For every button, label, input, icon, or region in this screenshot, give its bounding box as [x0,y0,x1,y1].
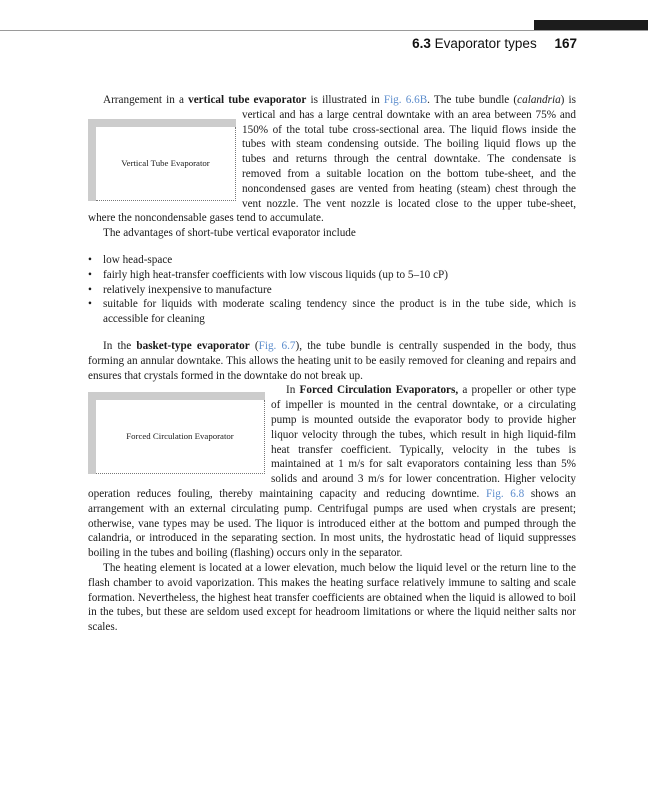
text-run: is illustrated in [306,94,384,106]
term-calandria: calandria [517,94,561,106]
text-run: ( [249,339,259,352]
list-item-text: relatively inexpensive to manufacture [103,283,272,296]
header-rule [0,30,648,31]
figure-label: Forced Circulation Evaporator [96,400,265,474]
paragraph-advantages-intro: The advantages of short-tube vertical evaporator include [103,227,356,240]
bullet-icon: • [88,253,92,266]
list-item [88,283,576,298]
paragraph-vertical-tube [88,93,576,226]
paragraph-heating-element: The heating element is located at a lower elevation, much below the liquid level or the return line to the flash chamber to avoid vaporization. This makes the heating surface relatively immune to salting and scale formation. Nevertheless, the highest heat transfer coefficients are obtained when the liquid is allowed to boil in the tubes, but these are seldom used except for headroom limitations or where the liquid neither salts nor scales. [88,561,576,634]
paragraph-basket-type [88,339,576,383]
list-item-text: low head-space [103,253,173,266]
figure-forced-circulation-evaporator [88,392,265,474]
list-item [88,297,576,327]
figure-vertical-tube-evaporator [88,119,236,201]
text-run: Arrangement in a [103,94,189,106]
text-run: shows an arrangement with an external circulating pump. Centrifugal pumps are used when crystals are present; otherwise, vane types may be used. The liquor is introduced either at the bottom and pumped through the calandria, or introduced in the separating section. In most units, the hydrostatic head of liquid suppresses boiling in the tubes and boiling (flashing) occurs only in the separator. [88,487,576,560]
bullet-icon: • [88,298,92,311]
paragraph-forced-circulation [88,383,576,561]
text-run: ) is vertical and has a large central downtake with an area between 75% and 150% of the total tube cross-sectional area. The liquid flows inside the tubes with steam condensing outside. The boiling liquid flows up the tubes and returns through the central downtake. The condensate is removed from a suitable location on the bottom tube-sheet, and the noncondensed gases are vented from heating (steam) chest through the vent nozzle. The vent nozzle is located close to the upper tube-sheet, where the noncondensable gases tend to accumulate. [88,94,576,225]
running-head [412,36,577,51]
figure-link-6-6b[interactable]: Fig. 6.6B [383,94,428,106]
text-run: In the [103,339,137,352]
section-title: Evaporator types [434,36,537,51]
page-body [88,93,576,635]
list-item-text: fairly high heat-transfer coefficients with low viscous liquids (up to 5–10 cP) [103,268,448,281]
advantages-list [88,253,576,327]
bullet-icon: • [88,268,92,281]
text-run: a propeller or other type of impeller is mounted in the central downtake, or a circulating pump is mounted outside the evaporator body to provide higher liquor velocity through the tubes, which result in high liquid-film heat transfer coefficient. Typically, velocity in the tubes is maintained at 1 m/s for salt evaporators containing less than 5% solids and around 3 m/s for lower concentration. Higher velocity operation reduces fouling, thereby maintaining capacity and reducing downtime. [88,384,577,500]
term-basket-type-evaporator: basket-type evaporator [136,339,250,352]
figure-link-6-8[interactable]: Fig. 6.8 [485,487,525,500]
list-item [88,253,576,268]
list-item-text: suitable for liquids with moderate scaling tendency since the product is in the tube side, which is accessible for cleaning [103,298,576,326]
text-run: . The tube bundle ( [427,94,518,106]
figure-label: Vertical Tube Evaporator [96,127,236,201]
list-item [88,268,576,283]
page-number: 167 [554,36,577,51]
term-vertical-tube-evaporator: vertical tube evaporator [188,94,307,106]
text-run: In [286,384,300,397]
bullet-icon: • [88,283,92,296]
figure-link-6-7[interactable]: Fig. 6.7 [258,339,296,352]
text-run: ), the tube bundle is centrally suspended in the body, thus forming an annular downtake. This allows the heating unit to be easily removed for cleaning and repairs and ensures that crystals formed in the downtake do not break up. [88,339,576,382]
term-forced-circulation-evaporators: Forced Circulation Evaporators, [299,384,459,397]
section-number: 6.3 [412,36,431,51]
